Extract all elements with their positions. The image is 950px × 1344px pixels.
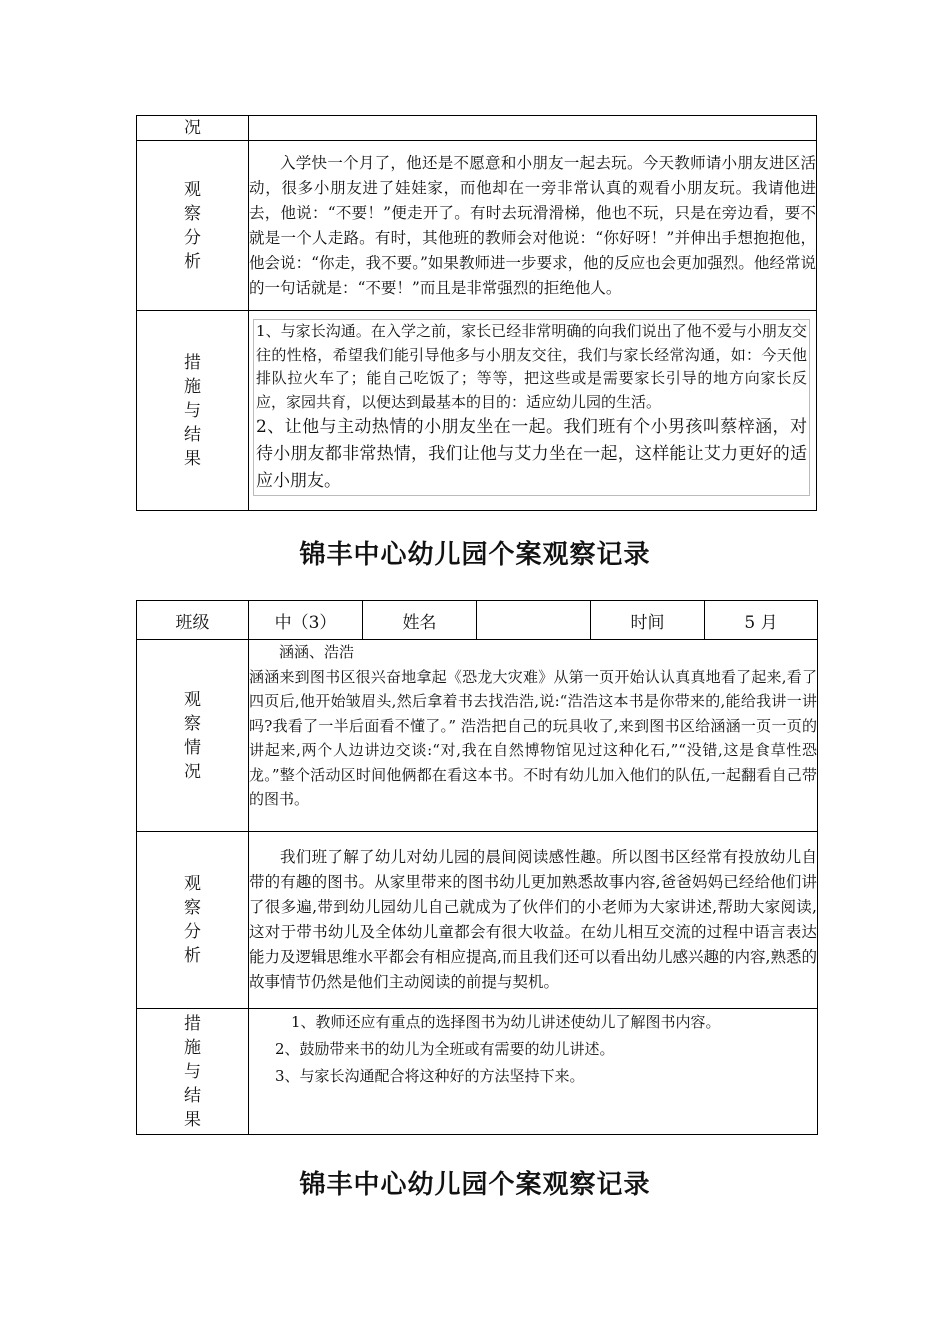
situation-text: 涵涵来到图书区很兴奋地拿起《恐龙大灾难》从第一页开始认认真真地看了起来,看了四页后,他开始皱眉头,然后拿着书去找浩浩,说:“浩浩这本书是你带来的,能给我讲一讲吗?我看了一半后面看不懂了。” 浩浩把自己的玩具收了,来到图书区给涵涵一页一页的讲起来,两个人边讲边交谈:“对,我在自然博物馆见过这种化石,”“没错,这是食草性恐龙。”整个活动区时间他俩都在看这本书。不时有幼儿加入他们的队伍,一起翻看自己带的图书。 (249, 667, 817, 808)
analysis-label-2 (137, 832, 249, 1009)
label-char: 况 (184, 761, 201, 782)
analysis-label (137, 141, 249, 311)
label-char: 观 (184, 874, 201, 894)
analysis-text: 入学快一个月了，他还是不愿意和小朋友一起去玩。今天教师请小朋友进区活动，很多小朋友进了娃娃家，而他却在一旁非常认真的观看小朋友玩。我请他进去，他说：“不要！”便走开了。有时去玩滑滑梯，他也不玩，只是在旁边看，要不就是一个人走路。有时，其他班的教师会对他说：“你好呀！”并伸出手想抱抱他，他会说：“你走，我不要。”如果教师进一步要求，他的反应也会更加强烈。他经常说的一句话就是：“不要！”而且是非常强烈的拒绝他人。 (249, 153, 816, 297)
label-char: 结 (184, 1085, 201, 1106)
label-char: 果 (184, 1109, 201, 1130)
label-char: 察 (184, 713, 201, 734)
situation-cell (249, 640, 818, 832)
measures-text-1: 1、与家长沟通。在入学之前，家长已经非常明确的向我们说出了他不爱与小朋友交往的性格，希望我们能引导他多与小朋友交往，我们与家长经常沟通，如：今天他排队拉火车了；能自己吃饭了；等等，把这些或是需要家长引导的地方向家长反应，家园共育，以便达到最基本的目的：适应幼儿园的生活。 (256, 322, 807, 411)
label-char: 情 (184, 737, 201, 758)
label-char: 察 (184, 898, 201, 918)
label-char: 分 (184, 922, 201, 942)
situation-label (137, 640, 249, 832)
measures-label (137, 311, 249, 511)
label-char: 析 (184, 251, 201, 272)
label-char: 施 (184, 1037, 201, 1058)
time-value: 5 月 (705, 601, 818, 640)
name-value (477, 601, 591, 640)
measures-cell (249, 311, 817, 511)
measures-label-2 (137, 1009, 249, 1135)
analysis-cell (249, 141, 817, 311)
record-table-2 (136, 600, 818, 1135)
measures-item: 2、鼓励带来书的幼儿为全班或有需要的幼儿讲述。 (275, 1040, 615, 1058)
measures-item: 1、教师还应有重点的选择图书为幼儿讲述使幼儿了解图书内容。 (291, 1013, 721, 1031)
label-char: 措 (184, 352, 201, 373)
document-title-2: 锦丰中心幼儿园个案观察记录 (299, 1170, 651, 1200)
measures-inner-box (253, 319, 810, 496)
name-label: 姓名 (363, 601, 477, 640)
label-char: 察 (184, 203, 201, 224)
measures-text-2: 2、让他与主动热情的小朋友坐在一起。我们班有个小男孩叫蔡梓涵，对待小朋友都非常热情，我们让他与艾力坐在一起，这样能让艾力更好的适应小朋友。 (256, 417, 807, 491)
label-char: 观 (184, 179, 201, 200)
situation-cell-empty (249, 116, 817, 141)
class-label: 班级 (137, 601, 249, 640)
label-char: 结 (184, 424, 201, 445)
record-table-1 (136, 115, 817, 511)
label-char: 分 (184, 227, 201, 248)
label-char: 措 (184, 1013, 201, 1034)
label-char: 与 (184, 400, 201, 421)
document-title-1: 锦丰中心幼儿园个案观察记录 (299, 540, 651, 570)
situation-names: 涵涵、浩浩 (279, 643, 355, 661)
label-char: 观 (184, 689, 201, 710)
class-value: 中（3） (249, 601, 363, 640)
analysis-cell-2 (249, 832, 818, 1009)
label-char: 果 (184, 448, 201, 469)
label-char: 施 (184, 376, 201, 397)
time-label: 时间 (591, 601, 705, 640)
label-char: 与 (184, 1061, 201, 1082)
measures-cell-2 (249, 1009, 818, 1135)
measures-item: 3、与家长沟通配合将这种好的方法坚持下来。 (275, 1067, 585, 1085)
label-char: 析 (184, 946, 201, 966)
situation-label-tail: 况 (137, 116, 249, 141)
analysis-text-2: 我们班了解了幼儿对幼儿园的晨间阅读感性趣。所以图书区经常有投放幼儿自带的有趣的图书。从家里带来的图书幼儿更加熟悉故事内容,爸爸妈妈已经给他们讲了很多遍,带到幼儿园幼儿自己就成为了伙伴们的小老师为大家讲述,帮助大家阅读,这对于带书幼儿及全体幼儿童都会有很大收益。在幼儿相互交流的过程中语言表达能力及逻辑思维水平都会有相应提高,而且我们还可以看出幼儿感兴趣的内容,熟悉的故事情节仍然是他们主动阅读的前提与契机。 (249, 848, 817, 991)
